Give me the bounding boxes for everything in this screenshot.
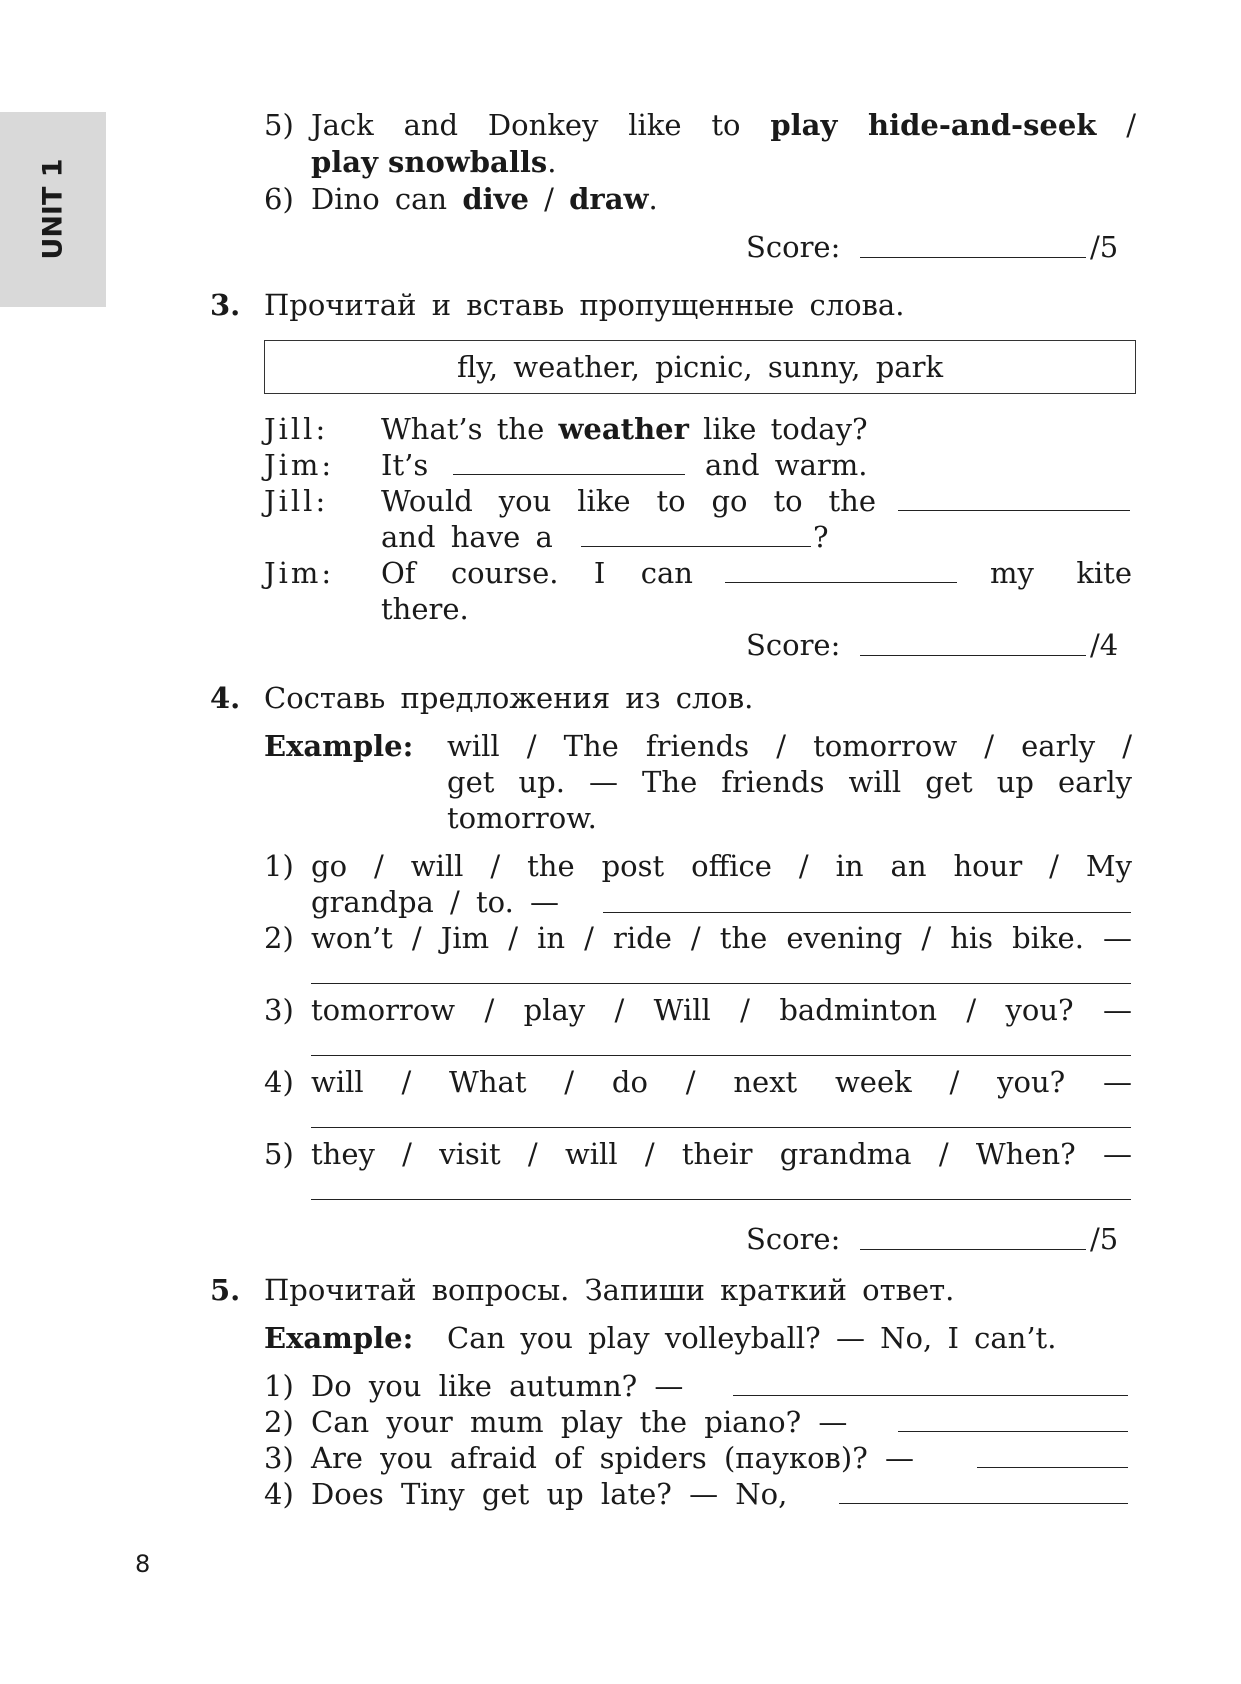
ex5-item-2-number: 2) bbox=[264, 1405, 294, 1439]
ex5-item-2-answer[interactable] bbox=[898, 1431, 1128, 1432]
ex2-item5-text: Jack and Donkey like to bbox=[311, 108, 741, 142]
dialogue-line-1: What’s the weather like today? bbox=[381, 412, 868, 446]
dialogue-line-3: Would you like to go to the bbox=[381, 484, 876, 518]
ex4-number: 4. bbox=[210, 681, 241, 715]
ex5-item-4-text: Does Tiny get up late? — No, bbox=[311, 1477, 788, 1511]
ex5-item-3-text: Are you afraid of spiders (пауков)? — bbox=[311, 1441, 914, 1475]
unit-label: UNIT 1 bbox=[37, 158, 69, 260]
ex2-item5-separator: / bbox=[1126, 108, 1137, 142]
ex2-item6-option-b: draw bbox=[569, 182, 649, 216]
ex4-example-line-3: tomorrow. bbox=[447, 801, 597, 835]
dialogue-line-2-end: and warm. bbox=[705, 448, 868, 482]
ex5-item-1-answer[interactable] bbox=[733, 1395, 1128, 1396]
dialogue-line-4-end: ? bbox=[813, 520, 829, 554]
ex5-item-3-number: 3) bbox=[264, 1441, 294, 1475]
ex5-item-4-number: 4) bbox=[264, 1477, 294, 1511]
ex4-example-line-2: get up. — The friends will get up early bbox=[447, 765, 1132, 799]
ex4-item-5-answer[interactable] bbox=[311, 1199, 1131, 1200]
dialogue-line-2-start: It’s bbox=[381, 448, 429, 482]
ex4-instruction: Составь предложения из слов. bbox=[264, 681, 754, 715]
ex2-item6-option-a: dive bbox=[462, 182, 529, 216]
ex5-item-1-text: Do you like autumn? — bbox=[311, 1369, 684, 1403]
ex4-item-4-answer[interactable] bbox=[311, 1127, 1131, 1128]
dialogue-blank-4[interactable] bbox=[725, 582, 957, 583]
ex2-item5-number: 5) bbox=[264, 108, 294, 142]
dialogue-line-5-end: my kite bbox=[990, 556, 1132, 590]
ex5-item-1-number: 1) bbox=[264, 1369, 294, 1403]
dialogue-blank-3[interactable] bbox=[581, 546, 811, 547]
ex2-score-max: /5 bbox=[1090, 230, 1119, 264]
dialogue-speaker-jim-1: Jim: bbox=[264, 448, 335, 482]
dialogue-speaker-jim-2: Jim: bbox=[264, 556, 335, 590]
ex4-example-line-1: will / The friends / tomorrow / early / bbox=[447, 729, 1132, 763]
ex4-item-1-number: 1) bbox=[264, 849, 294, 883]
ex4-example-label: Example: bbox=[264, 729, 414, 763]
ex5-item-4-answer[interactable] bbox=[839, 1503, 1128, 1504]
ex5-example-text: Can you play volleyball? — No, I can’t. bbox=[447, 1321, 1057, 1355]
ex4-item-1-line-2: grandpa / to. — bbox=[311, 885, 560, 919]
dialogue-line-4: and have a bbox=[381, 520, 553, 554]
ex5-instruction: Прочитай вопросы. Запиши краткий ответ. bbox=[264, 1273, 955, 1307]
ex3-instruction: Прочитай и вставь пропущенные слова. bbox=[264, 288, 905, 322]
ex4-item-2-line: won’t / Jim / in / ride / the evening / his bike. — bbox=[311, 921, 1132, 955]
dialogue-line-5-start: Of course. I can bbox=[381, 556, 693, 590]
ex2-item5-option-b: play snowballs bbox=[311, 145, 548, 179]
dialogue-line-6: there. bbox=[381, 592, 469, 626]
ex4-item-4-line: will / What / do / next week / you? — bbox=[311, 1065, 1132, 1099]
ex4-item-1-line-1: go / will / the post office / in an hour / My bbox=[311, 849, 1132, 883]
dialogue-speaker-jill-2: Jill: bbox=[264, 484, 329, 518]
ex4-item-2-answer[interactable] bbox=[311, 983, 1131, 984]
ex5-item-3-answer[interactable] bbox=[977, 1467, 1128, 1468]
ex4-item-3-line: tomorrow / play / Will / badminton / you? — bbox=[311, 993, 1132, 1027]
dialogue-example-word: weather bbox=[558, 412, 689, 446]
ex2-item5-line2: play snowballs. bbox=[311, 145, 557, 179]
ex2-item5-line1 bbox=[311, 107, 1136, 143]
ex4-item-5-number: 5) bbox=[264, 1137, 294, 1171]
ex2-item6-text: Dino can bbox=[311, 182, 448, 216]
ex4-item-4-number: 4) bbox=[264, 1065, 294, 1099]
ex5-example-label: Example: bbox=[264, 1321, 414, 1355]
ex2-item6-number: 6) bbox=[264, 182, 294, 216]
dialogue-blank-2[interactable] bbox=[898, 510, 1130, 511]
ex4-score-label: Score: bbox=[746, 1222, 841, 1256]
ex2-score-blank[interactable] bbox=[860, 257, 1086, 258]
ex4-item-3-number: 3) bbox=[264, 993, 294, 1027]
ex3-score-label: Score: bbox=[746, 628, 841, 662]
ex3-score-max: /4 bbox=[1090, 628, 1119, 662]
ex5-item-2-text: Can your mum play the piano? — bbox=[311, 1405, 848, 1439]
ex2-score-label: Score: bbox=[746, 230, 841, 264]
ex3-score-blank[interactable] bbox=[860, 655, 1086, 656]
ex2-item6-line: Dino can dive / draw. bbox=[311, 182, 658, 216]
ex4-score-max: /5 bbox=[1090, 1222, 1119, 1256]
ex4-item-5-line: they / visit / will / their grandma / When? — bbox=[311, 1137, 1132, 1171]
ex2-item5-option-a: play hide-and-seek bbox=[770, 108, 1097, 142]
ex4-item-1-answer[interactable] bbox=[603, 912, 1131, 913]
ex4-item-3-answer[interactable] bbox=[311, 1055, 1131, 1056]
dialogue-blank-1[interactable] bbox=[453, 474, 685, 475]
ex4-score-blank[interactable] bbox=[860, 1249, 1086, 1250]
ex4-item-2-number: 2) bbox=[264, 921, 294, 955]
ex3-number: 3. bbox=[210, 288, 241, 322]
dialogue-speaker-jill-1: Jill: bbox=[264, 412, 329, 446]
ex5-number: 5. bbox=[210, 1273, 241, 1307]
page-number: 8 bbox=[135, 1550, 151, 1578]
word-box: fly, weather, picnic, sunny, park bbox=[264, 340, 1136, 394]
